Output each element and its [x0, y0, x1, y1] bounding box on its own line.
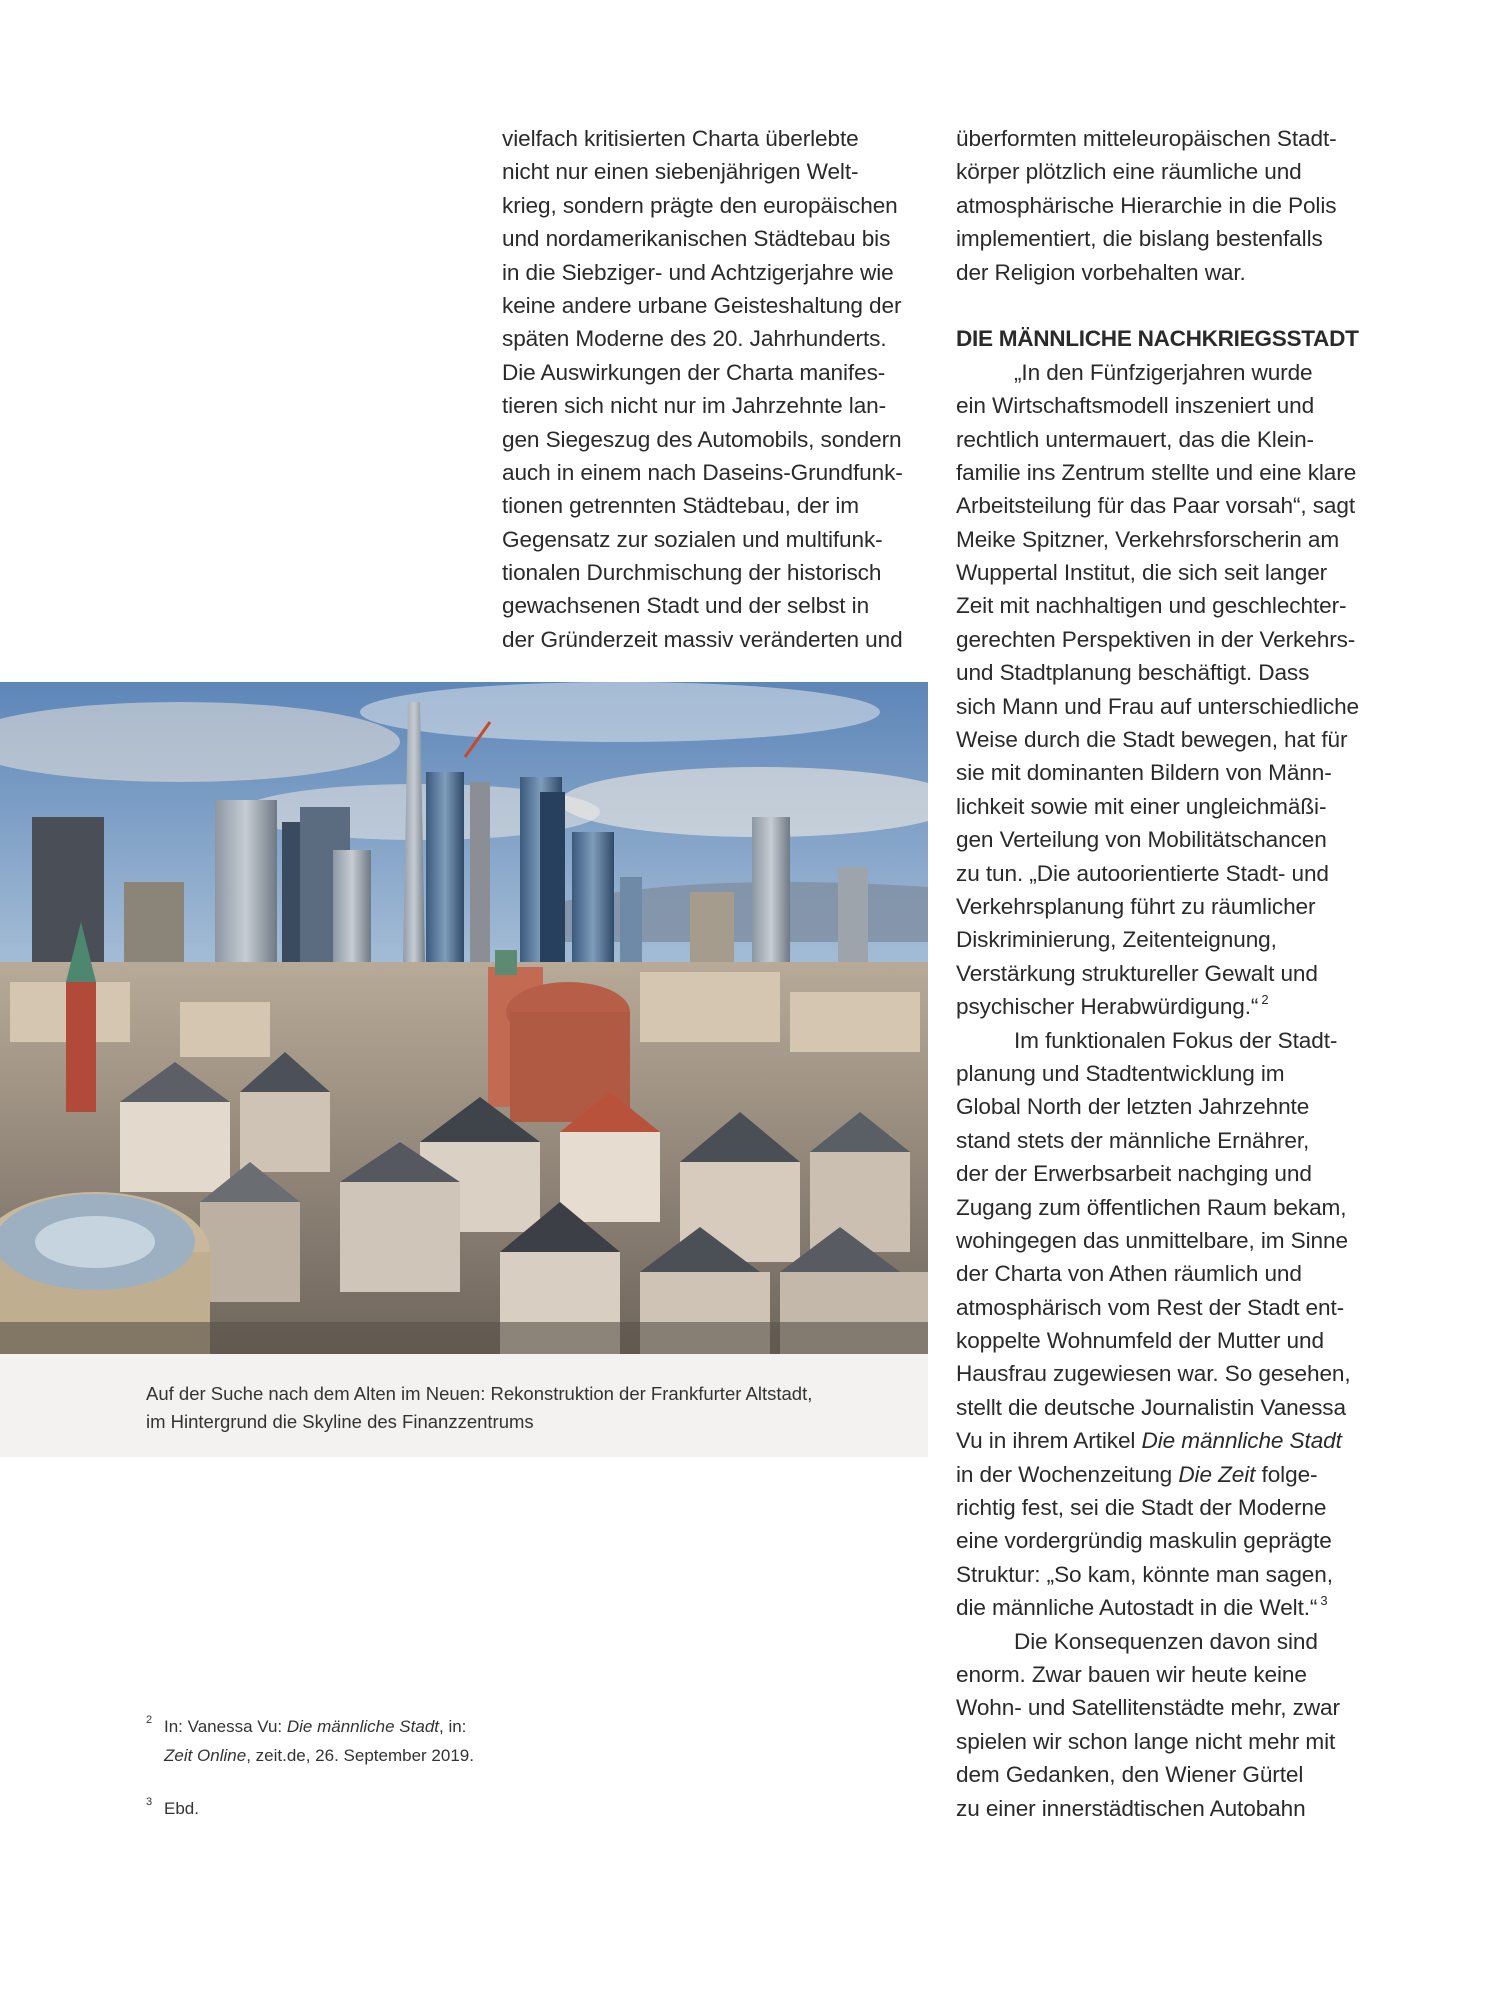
text-fragment: folge-: [1255, 1461, 1318, 1487]
text-line: sie mit dominanten Bildern von Männ-: [956, 760, 1332, 786]
text-line: überformten mitteleuropäischen Stadt-: [956, 126, 1337, 151]
text-fragment: Ebd.: [164, 1799, 199, 1818]
text-line: atmosphärisch vom Rest der Stadt ent-: [956, 1294, 1345, 1320]
text-line: Meike Spitzner, Verkehrsforscherin am: [956, 526, 1340, 552]
article-title: Die männliche Stadt: [1141, 1428, 1342, 1454]
text-line: Die Konsequenzen davon sind: [1014, 1628, 1318, 1654]
text-line: nicht nur einen siebenjährigen Welt-: [502, 159, 859, 185]
footnotes: [146, 1712, 474, 1823]
text-line: krieg, sondern prägte den europäischen: [502, 192, 898, 218]
text-line: gewachsenen Stadt und der selbst in: [502, 593, 870, 619]
newspaper-title: Die Zeit: [1178, 1461, 1256, 1487]
spacer: [956, 289, 1396, 322]
frankfurt-skyline-photo: [0, 682, 928, 1354]
text-fragment: , in:: [439, 1717, 467, 1736]
text-line: rechtlich untermauert, das die Klein-: [956, 426, 1314, 452]
left-text-column: [502, 122, 926, 656]
text-fragment: , zeit.de, 26. September 2019.: [246, 1746, 474, 1765]
text-line: keine andere urbane Geisteshaltung der: [502, 292, 902, 318]
text-line: atmosphärische Hierarchie in die Polis: [956, 192, 1337, 218]
text-line: richtig fest, sei die Stadt der Moderne: [956, 1495, 1327, 1521]
text-line: Global North der letzten Jahrzehnte: [956, 1094, 1310, 1120]
text-line: gen Siegeszug des Automobils, sondern: [502, 426, 902, 452]
text-line: tionen getrennten Städtebau, der im: [502, 493, 859, 519]
text-line: und Stadtplanung beschäftigt. Dass: [956, 660, 1310, 686]
footnote-2-continued: [146, 1741, 474, 1770]
article-title: Die männliche Stadt: [286, 1717, 439, 1736]
text-line: späten Moderne des 20. Jahrhunderts.: [502, 326, 887, 352]
text-line: ein Wirtschaftsmodell inszeniert und: [956, 393, 1315, 419]
text-line: vielfach kritisierten Charta überlebte: [502, 126, 859, 151]
text-line: Arbeitsteilung für das Paar vorsah“, sagt: [956, 493, 1356, 519]
text-line: der der Erwerbsarbeit nachging und: [956, 1161, 1312, 1187]
text-line: [956, 1591, 1396, 1624]
text-line: der Charta von Athen räumlich und: [956, 1261, 1302, 1287]
text-line: der Religion vorbehalten war.: [956, 259, 1246, 285]
text-line: sich Mann und Frau auf unterschiedliche: [956, 693, 1360, 719]
text-line: gerechten Perspektiven in der Verkehrs-: [956, 626, 1356, 652]
text-line: gen Verteilung von Mobilitätschancen: [956, 827, 1327, 853]
text-line: Diskriminierung, Zeitenteignung,: [956, 927, 1277, 953]
text-line: Verstärkung struktureller Gewalt und: [956, 960, 1318, 986]
text-fragment: psychischer Herabwürdigung.“: [956, 994, 1259, 1020]
photo-illustration: [0, 682, 928, 1354]
text-line: in die Siebziger- und Achtzigerjahre wie: [502, 259, 894, 285]
text-line: auch in einem nach Daseins-Grundfunk-: [502, 459, 903, 485]
text-line: stellt die deutsche Journalistin Vanessa: [956, 1394, 1346, 1420]
section-heading: DIE MÄNNLICHE NACHKRIEGSSTADT: [956, 326, 1359, 352]
footnote-2: [146, 1712, 474, 1741]
photo-caption: [146, 1380, 812, 1436]
text-fragment: Vu in ihrem Artikel: [956, 1428, 1142, 1454]
text-line: familie ins Zentrum stellte und eine klare: [956, 459, 1357, 485]
text-line: der Gründerzeit massiv veränderten und: [502, 626, 903, 652]
publication-title: Zeit Online: [164, 1746, 247, 1765]
text-line: planung und Stadtentwicklung im: [956, 1060, 1285, 1086]
caption-line: Auf der Suche nach dem Alten im Neuen: Rekonstruktion der Frankfurter Altstadt,: [146, 1383, 813, 1404]
footnote-ref-3: 3: [1320, 1593, 1328, 1609]
text-line: implementiert, die bislang bestenfalls: [956, 226, 1323, 252]
footnote-3: [146, 1794, 474, 1823]
text-fragment: die männliche Autostadt in die Welt.“: [956, 1595, 1318, 1621]
text-line: zu einer innerstädtischen Autobahn: [956, 1795, 1306, 1821]
text-line: [956, 1458, 1396, 1491]
text-line: [956, 990, 1396, 1023]
text-line: stand stets der männliche Ernährer,: [956, 1127, 1310, 1153]
text-line: Wuppertal Institut, die sich seit langer: [956, 560, 1328, 586]
text-line: Verkehrsplanung führt zu räumlicher: [956, 893, 1316, 919]
text-line: Zugang zum öffentlichen Raum bekam,: [956, 1194, 1347, 1220]
text-line: tieren sich nicht nur im Jahrzehnte lan-: [502, 393, 887, 419]
text-line: lichkeit sowie mit einer ungleichmäßi-: [956, 793, 1327, 819]
text-line: enorm. Zwar bauen wir heute keine: [956, 1661, 1307, 1687]
photo-caption-box: [0, 1354, 928, 1457]
text-fragment: in der Wochenzeitung: [956, 1461, 1179, 1487]
text-line: spielen wir schon lange nicht mehr mit: [956, 1728, 1336, 1754]
text-line: [956, 1424, 1396, 1457]
text-line: Gegensatz zur sozialen und multifunk-: [502, 526, 883, 552]
text-line: „In den Fünfzigerjahren wurde: [1014, 359, 1313, 385]
footnote-ref-2: 2: [1261, 992, 1269, 1008]
text-line: Hausfrau zugewiesen war. So gesehen,: [956, 1361, 1351, 1387]
right-text-column: [956, 122, 1396, 1825]
text-line: koppelte Wohnumfeld der Mutter und: [956, 1328, 1324, 1354]
text-fragment: In: Vanessa Vu:: [164, 1717, 287, 1736]
text-line: eine vordergründig maskulin geprägte: [956, 1528, 1332, 1554]
text-line: und nordamerikanischen Städtebau bis: [502, 226, 891, 252]
text-line: körper plötzlich eine räumliche und: [956, 159, 1302, 185]
text-line: Im funktionalen Fokus der Stadt-: [1014, 1027, 1338, 1053]
caption-line: im Hintergrund die Skyline des Finanzzentrums: [146, 1411, 534, 1432]
footnote-number: 3: [146, 1796, 153, 1808]
spacer: [146, 1770, 474, 1794]
footnote-number: 2: [146, 1714, 153, 1726]
text-line: Wohn- und Satellitenstädte mehr, zwar: [956, 1695, 1340, 1721]
text-line: Die Auswirkungen der Charta manifes-: [502, 359, 886, 385]
text-line: dem Gedanken, den Wiener Gürtel: [956, 1762, 1304, 1788]
text-line: zu tun. „Die autoorientierte Stadt- und: [956, 860, 1329, 886]
text-line: wohingegen das unmittelbare, im Sinne: [956, 1227, 1348, 1253]
text-line: Zeit mit nachhaltigen und geschlechter-: [956, 593, 1347, 619]
text-line: Weise durch die Stadt bewegen, hat für: [956, 727, 1348, 753]
text-line: tionalen Durchmischung der historisch: [502, 560, 882, 586]
text-line: Struktur: „So kam, könnte man sagen,: [956, 1561, 1333, 1587]
